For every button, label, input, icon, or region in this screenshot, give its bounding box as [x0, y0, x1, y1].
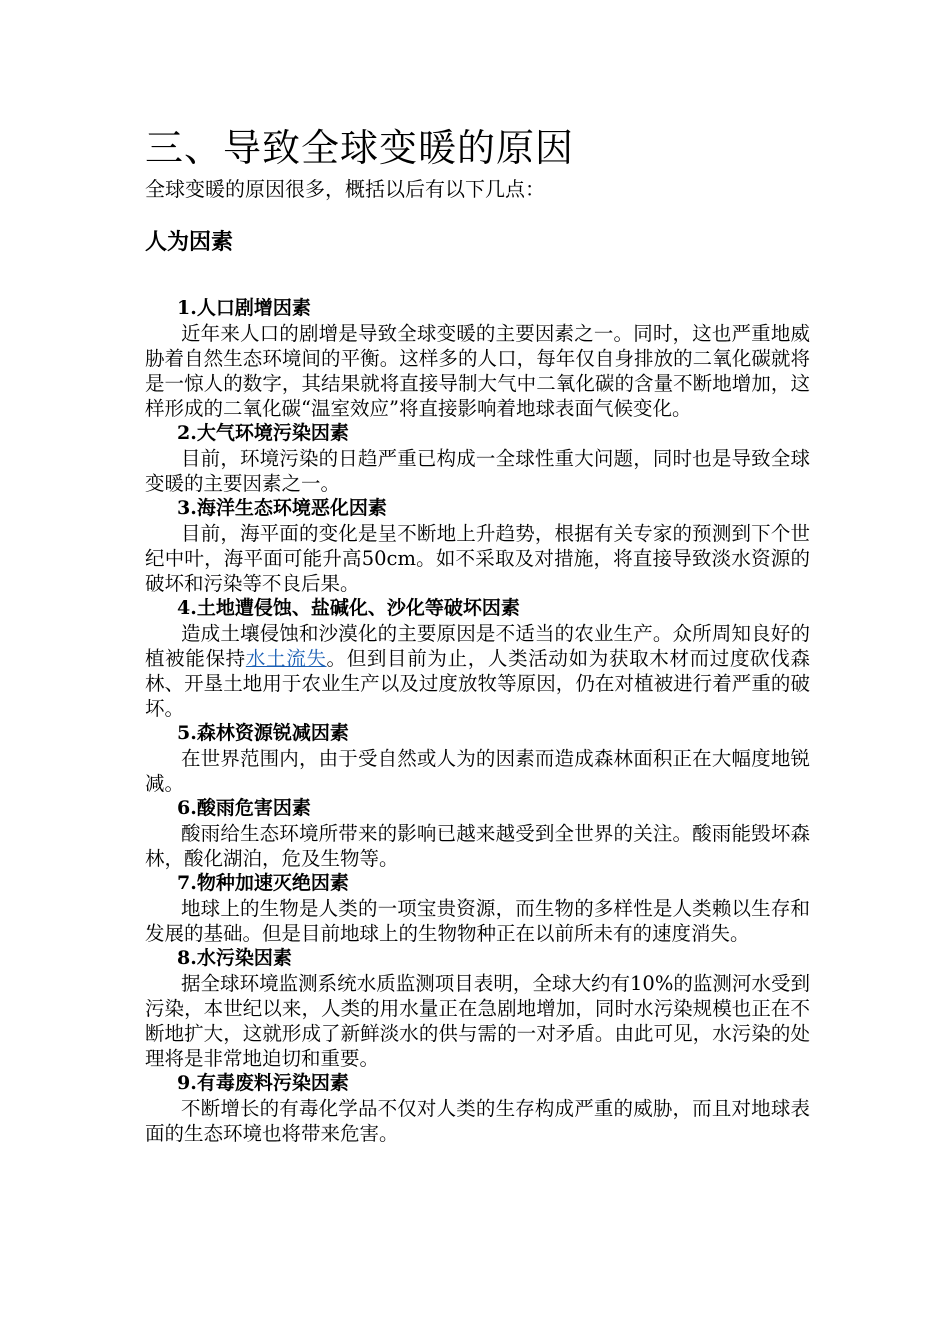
item-body-ocean: 目前，海平面的变化是呈不断地上升趋势，根据有关专家的预测到下个世纪中叶，海平面可能升高50cm。如不采取及对措施，将直接导致淡水资源的破坏和污染等不良后果。 [145, 522, 810, 595]
item-heading-acid-rain: 6.酸雨危害因素 [177, 797, 311, 819]
item-body-acid-rain: 酸雨给生态环境所带来的影响已越来越受到全世界的关注。酸雨能毁坏森林，酸化湖泊，危及生物等。 [145, 822, 810, 870]
item-body-water-pollution: 据全球环境监测系统水质监测项目表明，全球大约有10%的监测河水受到污染，本世纪以来，人类的用水量正在急剧地增加，同时水污染规模也正在不断地扩大，这就形成了新鲜淡水的供与需的一对矛盾。由此可见，水污染的处理将是非常地迫切和重要。 [145, 972, 810, 1070]
item-body-toxic-waste: 不断增长的有毒化学品不仅对人类的生存构成严重的威胁，而且对地球表面的生态环境也将带来危害。 [145, 1097, 810, 1145]
item-heading-species: 7.物种加速灭绝因素 [177, 872, 349, 894]
item-body-land [145, 621, 810, 721]
section-heading: 人为因素 [145, 230, 234, 255]
document-page [145, 120, 810, 1146]
item-body-species: 地球上的生物是人类的一项宝贵资源，而生物的多样性是人类赖以生存和发展的基础。但是目前地球上的生物物种正在以前所未有的速度消失。 [145, 897, 810, 945]
item-body-air-pollution: 目前，环境污染的日趋严重已构成一全球性重大问题，同时也是导致全球变暖的主要因素之一。 [145, 447, 810, 495]
page-title: 三、导致全球变暖的原因 [145, 126, 575, 170]
item-body-population: 近年来人口的剧增是导致全球变暖的主要因素之一。同时，这也严重地威胁着自然生态环境间的平衡。这样多的人口，每年仅自身排放的二氧化碳就将是一惊人的数字，其结果就将直接导制大气中二氧化碳的含量不断地增加，这样形成的二氧化碳“温室效应”将直接影响着地球表面气候变化。 [145, 322, 810, 420]
item-heading-forest: 5.森林资源锐减因素 [177, 722, 349, 744]
item-body-land-part2: 。但到目前为止，人类活动如为获取木材而过度砍伐森林、开垦土地用于农业生产以及过度放牧等原因，仍在对植被进行着严重的破坏。 [145, 647, 810, 720]
item-body-land-part1: 造成土壤侵蚀和沙漠化的主要原因是不适当的农业生产。众所周知良好的植被能保持 [145, 622, 810, 670]
item-heading-ocean: 3.海洋生态环境恶化因素 [177, 497, 387, 519]
item-heading-land: 4.土地遭侵蚀、盐碱化、沙化等破坏因素 [177, 597, 520, 619]
item-heading-water-pollution: 8.水污染因素 [177, 947, 292, 969]
item-heading-toxic-waste: 9.有毒废料污染因素 [177, 1072, 349, 1094]
item-heading-population: 1.人口剧增因素 [177, 297, 311, 319]
soil-erosion-link[interactable]: 水土流失 [245, 647, 327, 670]
item-heading-air-pollution: 2.大气环境污染因素 [177, 422, 349, 444]
item-body-forest: 在世界范围内，由于受自然或人为的因素而造成森林面积正在大幅度地锐减。 [145, 747, 810, 795]
intro-text: 全球变暖的原因很多，概括以后有以下几点： [145, 177, 545, 201]
